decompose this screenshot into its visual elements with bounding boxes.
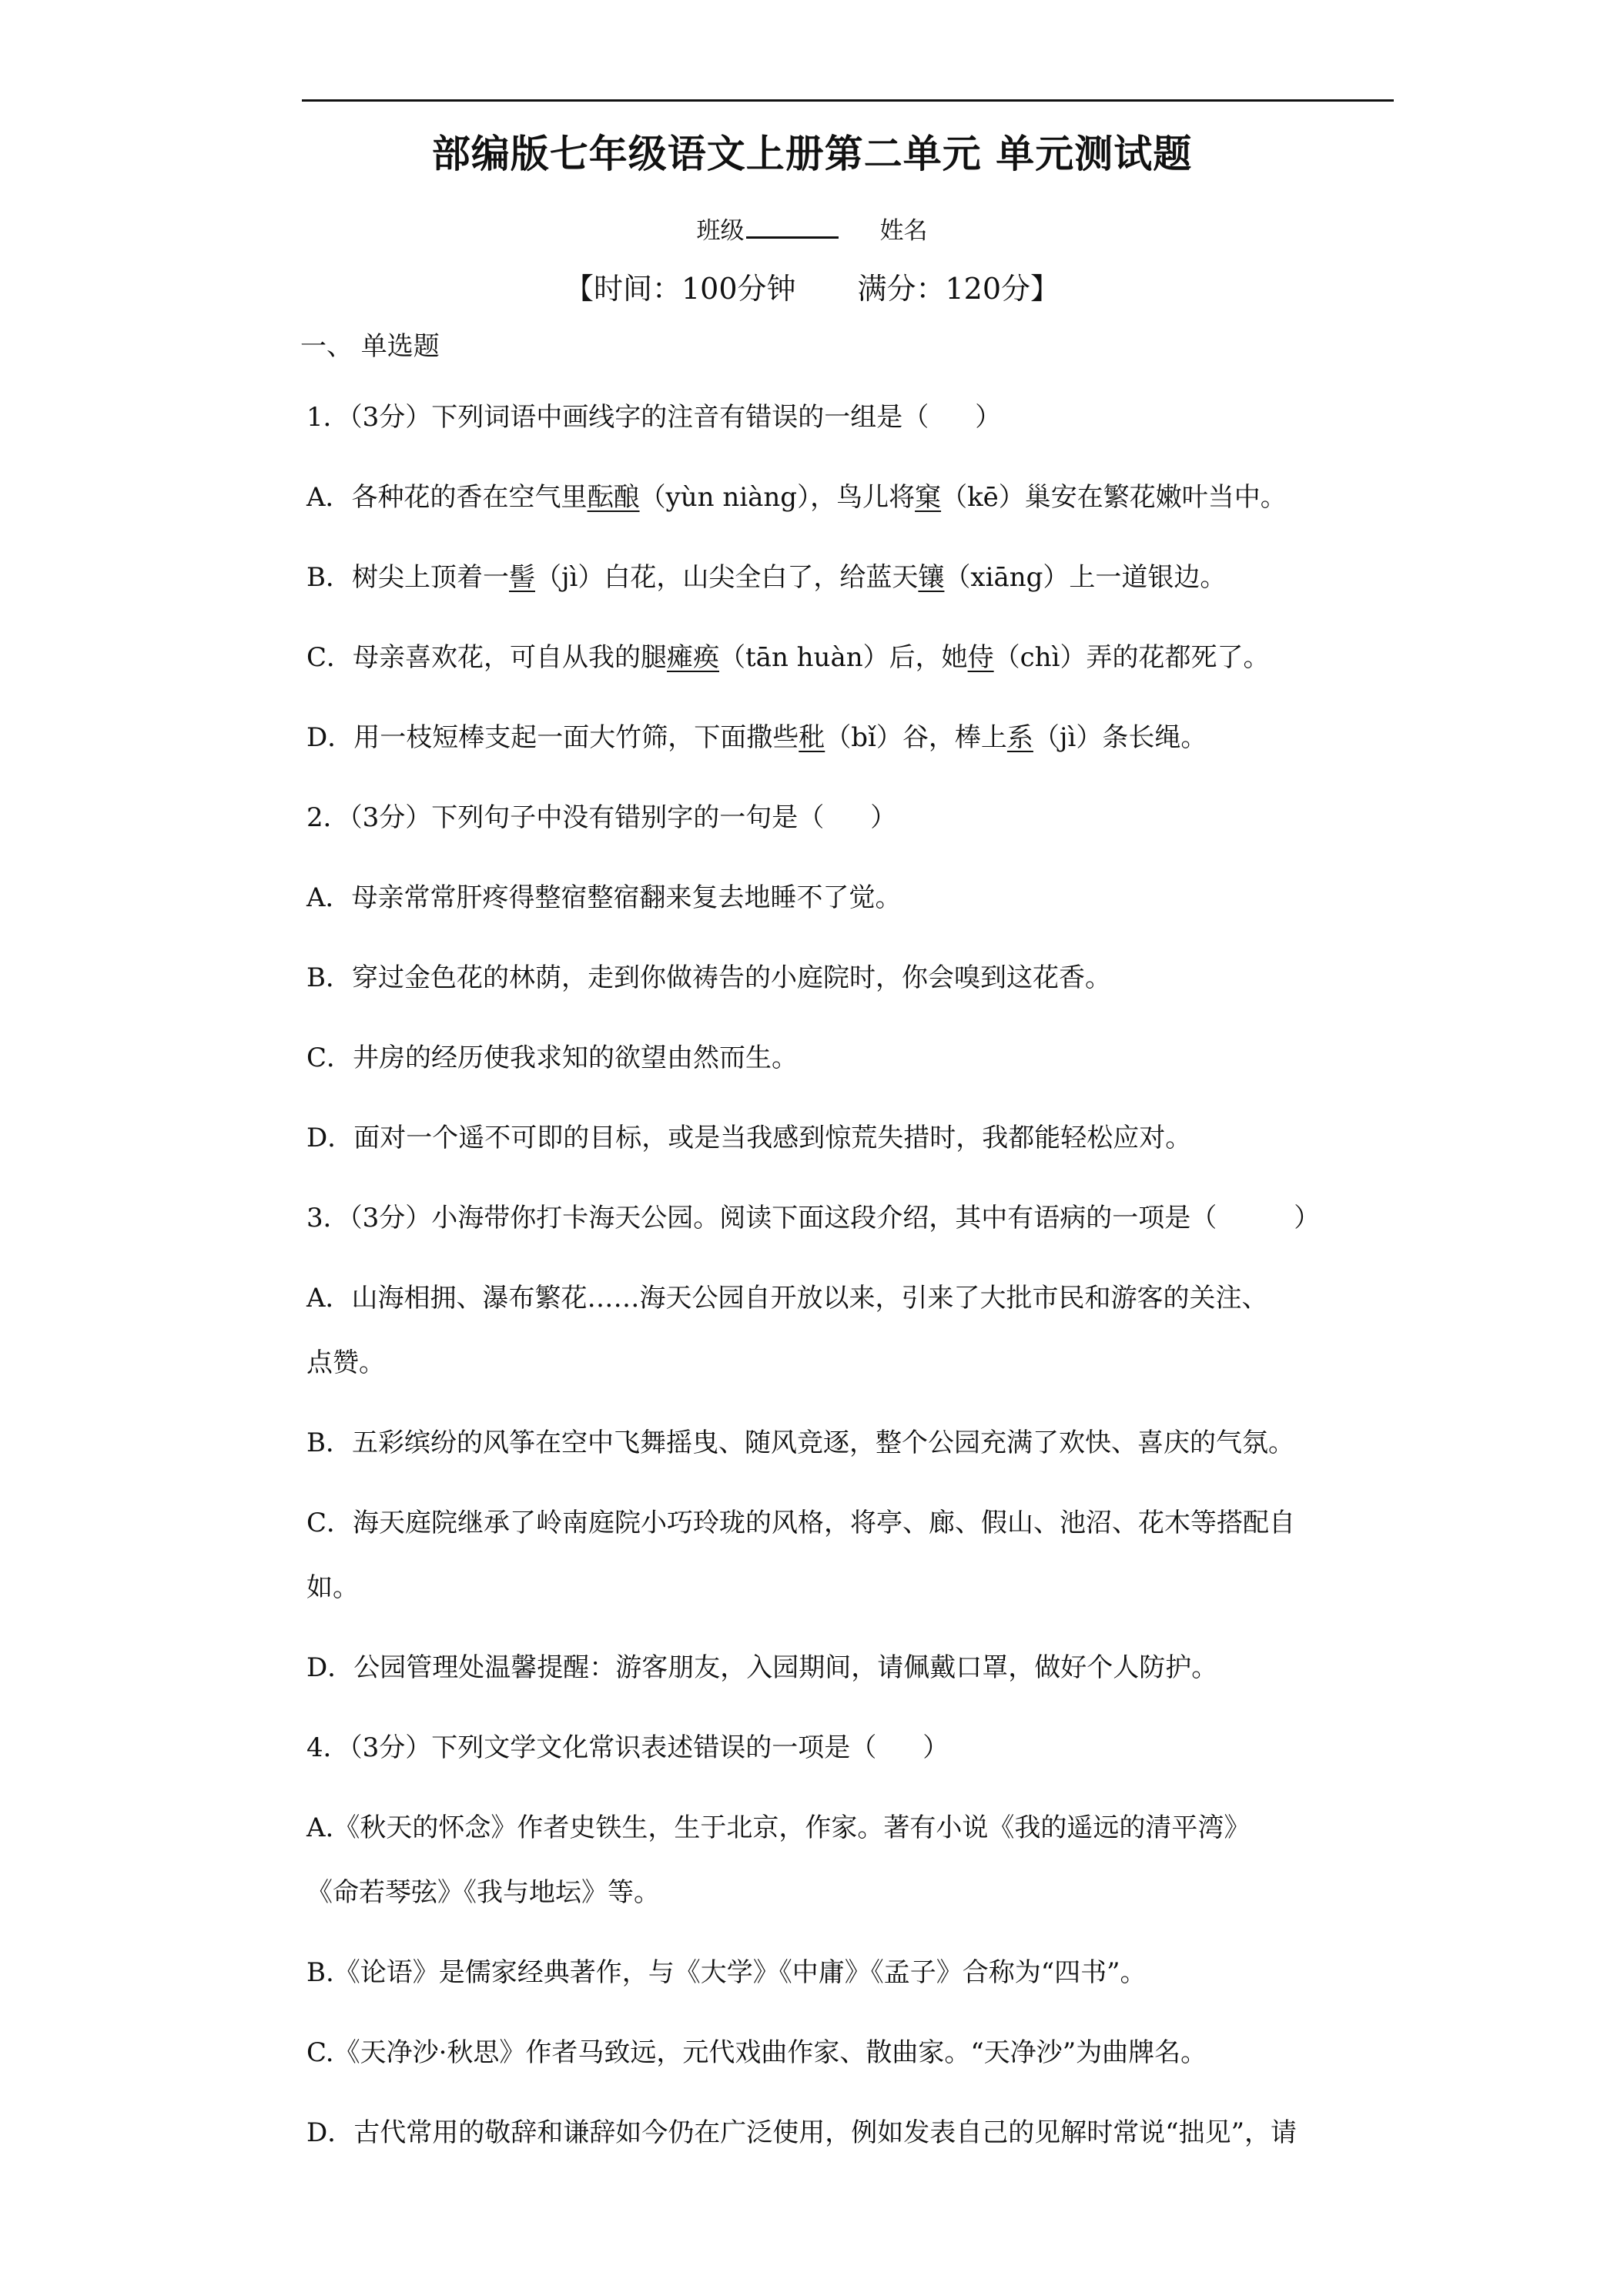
question-4-option-d: D．古代常用的敬辞和谦辞如今仍在广泛使用，例如发表自己的见解时常说“拙见”，请 (306, 2117, 1298, 2148)
time-label: 【时间：100分钟 (564, 272, 796, 306)
question-2-option-c: C．井房的经历使我求知的欲望由然而生。 (306, 1043, 799, 1073)
question-2-option-d: D．面对一个遥不可即的目标，或是当我感到惊荒失措时，我都能轻松应对。 (306, 1123, 1192, 1153)
question-1-option-c: C．母亲喜欢花，可自从我的腿瘫痪（tān huàn）后，她侍（chì）弄的花都死了。 (306, 642, 1270, 673)
question-1-option-b: B．树尖上顶着一髻（jì）白花，山尖全白了，给蓝天镶（xiāng）上一道银边。 (306, 562, 1227, 593)
page-title: 部编版七年级语文上册第二单元 单元测试题 (431, 131, 1193, 176)
question-3-option-b: B．五彩缤纷的风筝在空中飞舞摇曳、随风竞逐，整个公园充满了欢快、喜庆的气氛。 (306, 1427, 1294, 1458)
question-3-option-c-line1: C．海天庭院继承了岭南庭院小巧玲珑的风格，将亭、廊、假山、池沼、花木等搭配自 (306, 1508, 1296, 1538)
question-3-option-a-line1: A．山海相拥、瀑布繁花……海天公园自开放以来，引来了大批市民和游客的关注、 (306, 1283, 1268, 1314)
name-label: 姓名 (879, 217, 928, 245)
question-4-option-c: C.《天净沙·秋思》作者马致远，元代戏曲作家、散曲家。“天净沙”为曲牌名。 (306, 2037, 1207, 2068)
question-1-option-a: A．各种花的香在空气里酝酿（yùn niàng），鸟儿将窠（kē）巢安在繁花嫩叶当中。 (306, 482, 1287, 513)
question-4-stem: 4．（3分）下列文学文化常识表述错误的一项是（ ） (306, 1732, 949, 1763)
score-label: 满分：120分】 (857, 272, 1060, 306)
question-1-option-d: D．用一枝短棒支起一面大竹筛，下面撒些秕（bǐ）谷，棒上系（jì）条长绳。 (306, 722, 1207, 753)
question-2-stem: 2．（3分）下列句子中没有错别字的一句是（ ） (306, 802, 897, 833)
question-3-stem: 3．（3分）小海带你打卡海天公园。阅读下面这段介绍，其中有语病的一项是（ ） (306, 1203, 1321, 1233)
question-4-option-a-line1: A.《秋天的怀念》作者史铁生，生于北京，作家。著有小说《我的遥远的清平湾》 (306, 1812, 1251, 1843)
question-3-option-c-line2: 如。 (306, 1572, 359, 1603)
question-3-option-d: D．公园管理处温馨提醒：游客朋友，入园期间，请佩戴口罩，做好个人防护。 (306, 1652, 1218, 1683)
question-1-stem: 1．（3分）下列词语中画线字的注音有错误的一组是（ ） (306, 402, 1002, 433)
question-4-option-a-line2: 《命若琴弦》《我与地坛》等。 (306, 1877, 660, 1908)
question-3-option-a-line2: 点赞。 (306, 1347, 385, 1378)
question-4-option-b: B.《论语》是儒家经典著作，与《大学》《中庸》《孟子》合称为“四书”。 (306, 1957, 1147, 1988)
time-score-line (0, 265, 1624, 307)
class-label: 班级 (696, 217, 745, 245)
question-2-option-b: B．穿过金色花的林荫，走到你做祷告的小庭院时，你会嗅到这花香。 (306, 962, 1111, 993)
top-rule (302, 99, 1394, 102)
section-heading: 一、 单选题 (300, 331, 440, 362)
class-name-line (0, 211, 1624, 246)
question-2-option-a: A．母亲常常肝疼得整宿整宿翻来复去地睡不了觉。 (306, 882, 902, 913)
class-blank[interactable] (746, 215, 839, 239)
